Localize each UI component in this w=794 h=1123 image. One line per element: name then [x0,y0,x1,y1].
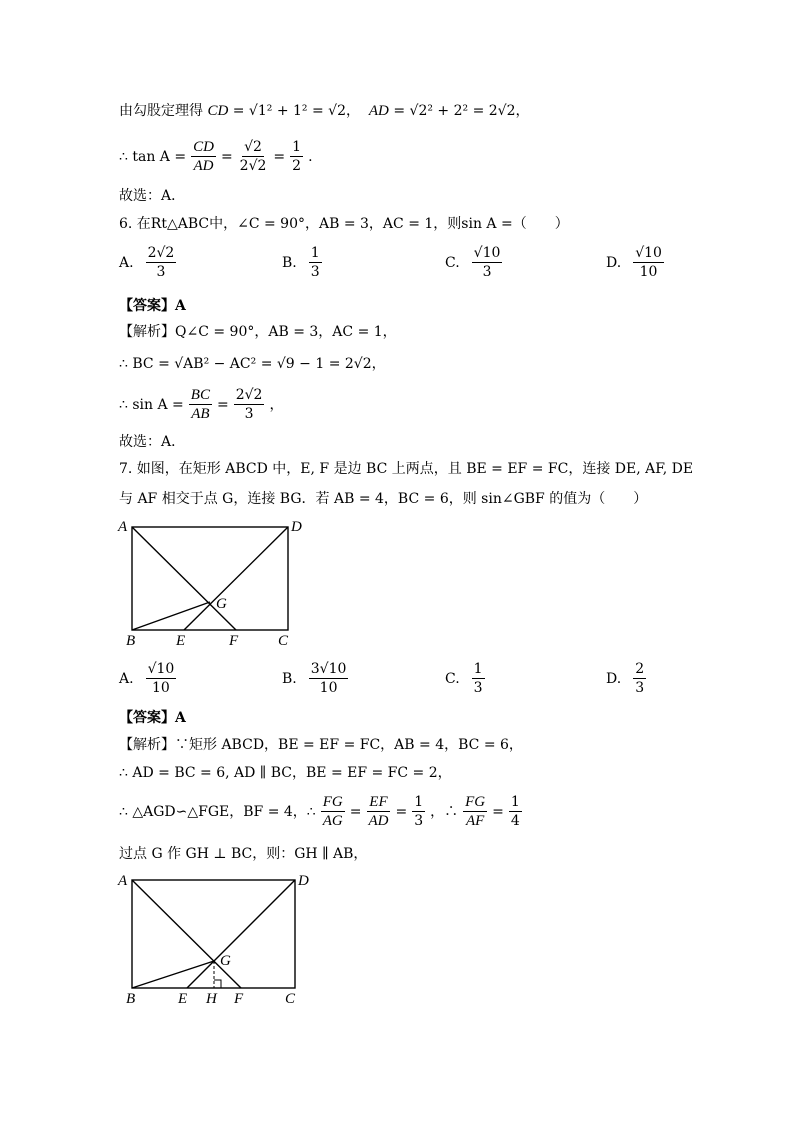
fraction: $\frac{1}{2}$ [292,139,302,174]
label-e: E [178,991,188,1007]
label-b: B [126,991,136,1007]
label-a: A [118,873,128,889]
label-c: C [278,633,289,649]
q7-option-a: A. $\frac{√10}{10}$ [119,661,175,696]
q7-step2: ∴ △AGD∽△FGE，BF = 4，∴ $\frac{FG}{AG}$ = $\frac{EF}{AD}$ = $\frac{1}{3}$ ，∴ $\frac{FG}{AF}$ = $\frac{1}{4}$ [119,794,520,829]
q7-option-d: D. $\frac{2}{3}$ [606,661,645,696]
label-g: G [220,953,231,969]
label-e: E [176,633,186,649]
q7-figure-1 [115,515,315,650]
q6-conclude: 故选：A． [119,434,186,450]
tan-line: ∴ tan A = $\frac{CD}{AD}$ = $\frac{√2}{2√2}$ = $\frac{1}{2}$ . [119,139,313,174]
pythagoras-line [119,101,529,121]
q6-analysis: 【解析】Q∠C = 90°，AB = 3，AC = 1， [119,324,397,340]
q7-step1: ∴ AD = BC = 6, AD ∥ BC，BE = EF = FC = 2， [119,765,452,781]
q7-answer: 【答案】A [119,710,186,726]
q7-figure-2 [115,868,315,1008]
text-prefix: 由勾股定理得 [119,103,203,119]
q7-analysis: 【解析】∵矩形 ABCD，BE = EF = FC，AB = 4，BC = 6， [119,737,523,753]
fraction: $\frac{CD}{AD}$ [193,139,214,174]
q7-stem-line2: 与 AF 相交于点 G，连接 BG．若 AB = 4，BC = 6，则 sin∠GBF 的值为（ ） [119,491,648,507]
label-d: D [291,519,302,535]
q7-option-c: C. $\frac{1}{3}$ [445,661,483,696]
fraction: $\frac{√2}{2√2}$ [239,139,267,174]
q6-answer: 【答案】A [119,298,186,314]
q6-option-c: C. $\frac{√10}{3}$ [445,245,501,280]
q6-option-a: A. $\frac{2√2}{3}$ [119,245,175,280]
ad-expr: = √2² + 2² = 2√2， [393,103,530,119]
label-a: A [118,519,128,535]
q7-stem-line1: 7. 如图，在矩形 ABCD 中，E, F 是边 BC 上两点，且 BE = EF = FC，连接 DE, AF, DE [119,461,694,477]
q6-option-b: B. $\frac{1}{3}$ [282,245,320,280]
label-c: C [285,991,296,1007]
tan-lead: ∴ tan A = [119,148,187,165]
label-g: G [216,596,227,612]
q7-option-b: B. $\frac{3√10}{10}$ [282,661,347,696]
q6-option-d: D. $\frac{√10}{10}$ [606,245,662,280]
choose-a-line: 故选：A． [119,188,186,204]
label-f: F [234,991,244,1007]
cd-expr: = √1² + 1² = √2， [232,103,360,119]
label-b: B [126,633,136,649]
label-d: D [298,873,309,889]
q6-step1: ∴ BC = √AB² − AC² = √9 − 1 = 2√2， [119,356,386,372]
label-h: H [206,991,217,1007]
q6-step2: ∴ sin A = $\frac{BC}{AB}$ = $\frac{2√2}{3}$ ， [119,387,284,422]
q7-step3: 过点 G 作 GH ⊥ BC，则：GH ∥ AB， [119,846,368,862]
q6-stem: 6. 在Rt△ABC中，∠C = 90°，AB = 3，AC = 1，则sin A =（ ） [119,216,569,232]
label-f: F [229,633,239,649]
cd-var: CD [207,103,229,119]
ad-var: AD [368,103,389,119]
